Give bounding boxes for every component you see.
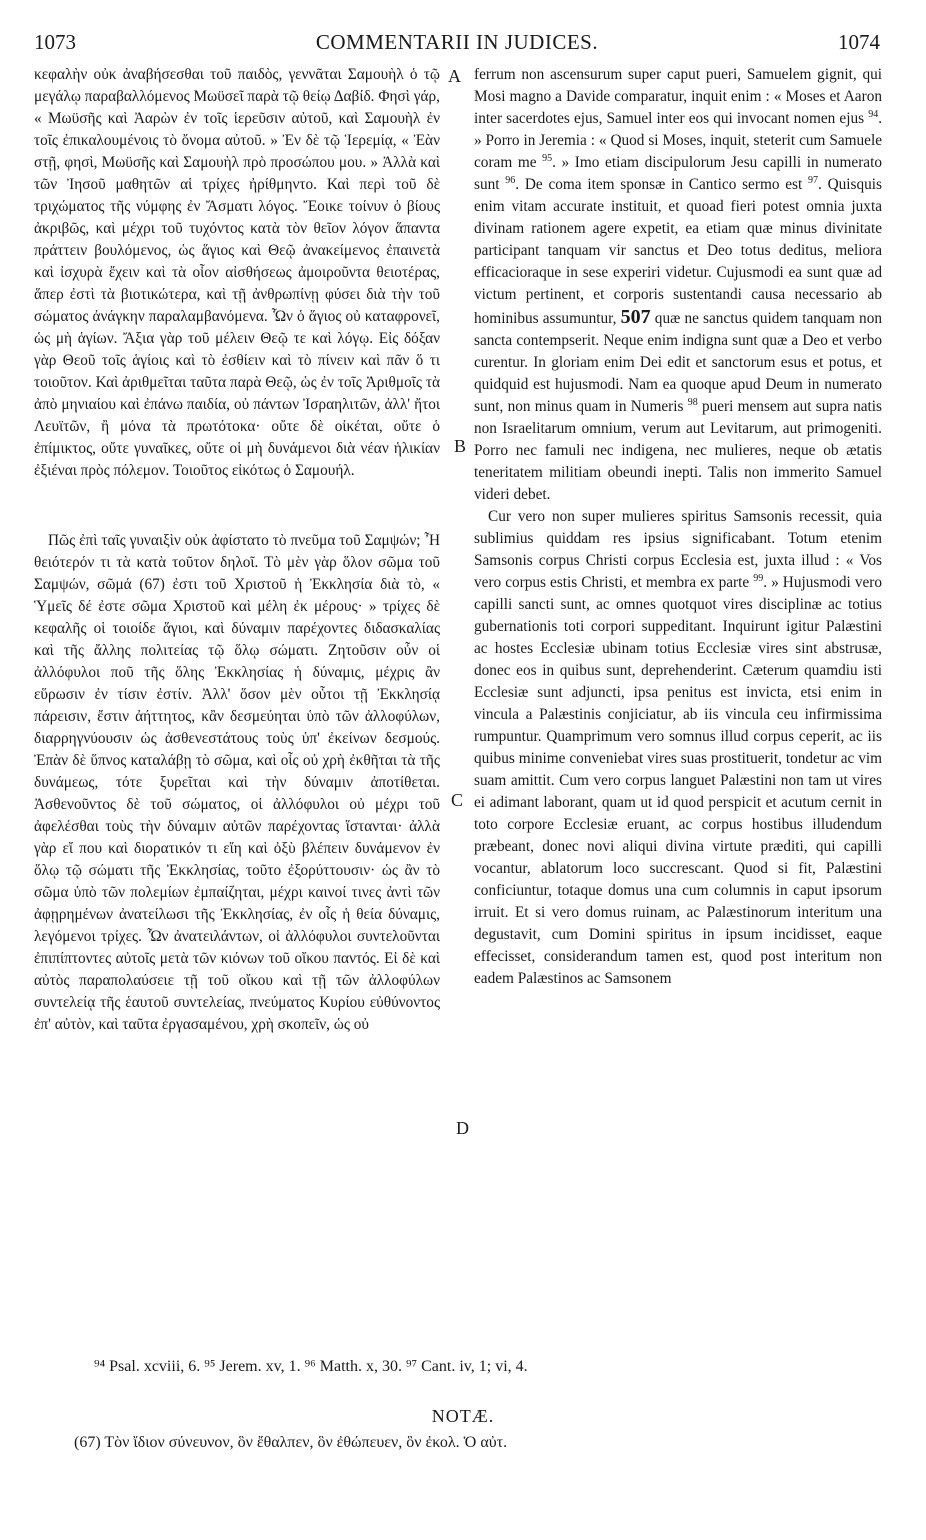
latin-text: . » Imo etiam discipulorum Jesu capilli in numerato sunt [474,154,882,193]
latin-text: . De coma item sponsæ in Cantico sermo est [515,176,803,193]
footnote-ref-98: 98 [687,396,698,408]
footnotes: ⁹⁴ Psal. xcviii, 6. ⁹⁵ Jerem. xv, 1. ⁹⁶ Matth. x, 30. ⁹⁷ Cant. iv, 1; vi, 4. [94,1358,528,1375]
paragraph-spacer [34,482,440,530]
page-header [34,30,880,56]
left-page-number: 1073 [34,30,76,54]
footnote-ref-96: 96 [505,174,516,186]
latin-text: . Quisquis enim vitam accurate instituit, et quoad fieri potest omnia juxta divinam rationem agere expetit, ea etiam quæ minus divinitate participant tanquam vir sanctus et Deo totus deditus, meliora efficacioraque in sese experiri videtur. Cujusmodi ea sunt quæ ad victum pertinent, et corporis sustentandi causa necessario ab hominibus assumuntur, [474,176,882,327]
latin-text: . » Hujusmodi vero capilli sancti sunt, ac omnes quotquot vires disciplinæ ac totius gubernationis toti corpori suppeditant. Inquirunt igitur Palæstini ac hostes Ecclesiæ ubinam totius Ecclesiæ vires sint abstrusæ, donec eos in quibus sunt, deprehenderint. Cæterum quamdiu isti Ecclesiæ sunt adjuncti, ipsa penitus est invicta, etsi enim in vincula a Palæstinis conjiciatur, ab iis vincula ceu infirmissima rumpuntur. Quamprimum vero somnus illud corpus ceperit, ac iis quibus minime conveniebat vires suas prostituerit, tondetur ac vim suam amittit. Cum vero corpus languet Palæstini non tam ut vires ei adimant laborant, quam ut id quod perspicit et acutum cernit in toto corpore Ecclesiæ eruant, ac corpus hostibus illudendum præbeant, donec novi aliqui divina virtute præditi, qui capilli vocantur, ablatorum loco succrescant. Quod si fit, Palæstini conficiuntur, totaque domus una cum columnis in caput ipsorum irruit. Et si vero domus ruinam, ac Palæstinorum interitum una degustavit, cum Domini spiritus in ipsum incidisset, eaque effecisset, considerandum tamen est, quod post interitum non eadem Palæstinos ac Samsonem [474,574,882,987]
latin-paragraph-1 [474,64,882,506]
section-marker-a: A [448,66,461,86]
latin-column [474,64,882,990]
latin-text: ferrum non ascensurum super caput pueri, Samuelem gignit, qui Mosi magno a Davide comparatur, inquit enim : « Moses et Aaron inter sacerdotes ejus, Samuel inter eos qui invocant nomen ejus [474,66,882,127]
right-page-number: 1074 [838,30,880,54]
greek-paragraph-1: κεφαλὴν οὐκ ἀναβήσεσθαι τοῦ παιδὸς, γεννᾶται Σαμουὴλ ὁ τῷ μεγάλῳ παραβαλλόμενος Μωϋσεῖ παρὰ τῷ θείῳ Δαβίδ. Φησὶ γάρ, « Μωϋσῆς καὶ Ἀαρὼν ἐν τοῖς ἱερεῦσιν αὐτοῦ, καὶ Σαμουὴλ ἐν τοῖς ἐπικαλουμένοις τὸ ὄνομα αὐτοῦ. » Ἐν δὲ τῷ Ἱερεμίᾳ, « Ἐὰν στῇ, φησὶ, Μωϋσῆς καὶ Σαμουὴλ πρὸ προσώπου μου. » Ἀλλὰ καὶ τῶν Ἰησοῦ μαθητῶν αἱ τρίχες ἠρίθμηντο. Καὶ περὶ τοῦ δὲ τριχώματος τῆς νύμφης ἐν Ἄσματι λόγος. Ἔοικε τοίνυν ὁ βίους ἀκριβῶς, καὶ μέχρι τοῦ τυχόντος κατὰ τὸν θεῖον λόγον ἅπαντα πράττειν βουλόμενος, ὡς ἅγιος καὶ Θεῷ ἀνακείμενος ἐπαινετὰ καὶ ἰσχυρὰ ἔχειν καὶ τὰ οἷον αἰσθήσεως ἀμοιροῦντα θειοτέρας, ἅπερ ἐστὶ τὰ βιοτικώτερα, καὶ τῇ ἀνθρωπίνῃ φύσει διὰ τὴν τοῦ σώματος ἀνάγκην παραλαμβανόμενα. Ὧν ὁ ἅγιος οὐ καταφρονεῖ, ὡς μὴ ἁγίων. Ἄξια γὰρ τοῦ μέλειν Θεῷ τε καὶ λόγῳ. Εἰς δόξαν γὰρ Θεοῦ τοῖς ἁγίοις καὶ τὸ ἐσθίειν καὶ τὸ πίνειν καὶ πᾶν ὅ τι τοιοῦτον. Καὶ ἀριθμεῖται ταῦτα παρὰ Θεῷ, ὡς ἐν τοῖς Ἀριθμοῖς τὰ ἀπὸ μηνιαίου καὶ ἐπάνω παιδία, οὐ πάντων Ἰσραηλιτῶν, ἀλλ' ἤτοι Λευϊτῶν, ἢ μόνα τὰ πρωτότοκα· οὔτε δὲ οἰκέται, οὔτε ὁ ἐπίμικτος, οὔτε γυναῖκες, οὔτε οἱ μὴ δυνάμενοι διὰ νέαν ἡλικίαν ἐξιέναι πρὸς πόλεμον. Τοιοῦτος εἰκότως ὁ Σαμουήλ. [34,66,440,479]
section-marker-b: B [454,436,467,456]
notae-text: (67) Τὸν ἴδιον σύνευνον, ὃν ἔθαλπεν, ὃν ἐθώπευεν, ὃν ἐκολ. Ὁ αὐτ. [74,1434,508,1451]
latin-text: . » Porro in Jeremia : « Quod si Moses, inquit, steterit cum Samuele coram me [474,110,883,171]
latin-text: pueri mensem aut supra natis non Israelitarum omnium, verum aut Levitarum, aut primogeniti. Porro nec famuli nec indigena, nec mulieres, neque ob ætatis teneritatem militiam obeundi inepti. Talis non immerito Samuel videri debet. [474,398,883,503]
footnote-ref-99: 99 [753,572,764,584]
section-marker-d: D [456,1118,469,1138]
latin-paragraph-2 [474,506,882,990]
latin-text: quæ ne sanctus quidem tanquam non sancta contempserit. Neque enim indigna sunt quæ a Deo et verbo curentur. In gloriam enim Dei edit et sanctorum esus et potus, et quidquid est hujusmodi. Nam ea quoque apud Deum in numerato sunt, non minus quam in Numeris [474,310,882,415]
footnote-ref-94: 94 [868,108,879,120]
footnote-ref-97: 97 [808,174,819,186]
greek-paragraph-2 [34,530,440,1036]
notae-heading: NOTÆ. [431,1406,495,1426]
section-marker-c: C [451,790,464,810]
note-reference-67: (67) [139,576,165,593]
latin-text: Cur vero non super mulieres spiritus Samsonis recessit, quia sublimius quiddam res ipsius significabant. Totum etenim Samsonis corpus Christi corpus Ecclesia est, juxta illud : « Vos vero corpus estis Christi, et membra ex parte [474,508,882,591]
greek-paragraph-2-start: Πῶς ἐπὶ ταῖς γυναιξὶν οὐκ ἀφίστατο τὸ πνεῦμα τοῦ Σαμψών; Ἦ θειότερόν τι τὰ κατὰ τοῦτον δηλοῖ. Τὸ μὲν γὰρ ὅλον σῶμα τοῦ Σαμψών, σῶμά [34,532,440,593]
greek-paragraph-2-rest: ἐστι τοῦ Χριστοῦ ἡ Ἐκκλησία διὰ τὸ, « Ὑμεῖς δέ ἐστε σῶμα Χριστοῦ καὶ μέλη ἐκ μέρους· » τρίχες δὲ κεφαλῆς οἱ τοιοίδε ἅγιοι, καὶ δύναμιν παρέχοντες διδασκαλίας καὶ τῆς ἄλλης πολιτείας τῷ ὅλῳ σώματι. Ζητοῦσιν οὖν οἱ ἀλλόφυλοι ποῦ τῆς ὅλης Ἐκκλησίας ἡ δύναμις, μέχρις ἂν εὕρωσιν ἐν τίσιν ἐστίν. Ἀλλ' ὅσον μὲν οὗτοι τῇ Ἐκκλησίᾳ πάρεισιν, ἔστιν ἀήττητος, κἂν δεσμεύηται ὑπὸ τῶν ἀλλοφύλων, διαρρηγνύουσιν ὡς ἀσθενεστάτους τοὺς ὑπ' ἐκείνων δεσμούς. Ἐπὰν δὲ ὕπνος καταλάβῃ τὸ σῶμα, καὶ οἷς οὐ χρὴ ἐκθῆται τὰ τῆς δυνάμεως, τότε ξυρεῖται καὶ τὴν δύναμιν ἀποτίθεται. Ἀσθενοῦντος δὲ τοῦ σώματος, οἱ ἀλλόφυλοι οὐ μέχρι τοῦ ἀφελέσθαι τοὺς τὴν δύναμιν αὐτῶν παρέχοντας ἵστανται· ἀλλὰ γὰρ εἴ που καὶ διορατικόν τι εἴη καὶ ὀξὺ βλέπειν δυνάμενον ἐν ὅλῳ τῷ σώματι τῆς Ἐκκλησίας, τοῦτο ἐξορύττουσιν· ὡς ἂν τὸ σῶμα ὑπὸ τῶν πολεμίων ἐμπαίζηται, μέχρι καινοί τινες ἀντὶ τῶν ἀφῃρημένων ἀνατείλωσι τῆς Ἐκκλησίας, ἐν οἷς ἡ θεία δύναμις, λεγόμενοι τρίχες. Ὧν ἀνατειλάντων, οἱ ἀλλόφυλοι συντελοῦνται ἐπιπίπτοντες αὐτοῖς μετὰ τῶν κιόνων τοῦ οἴκου παντός. Εἰ δὲ καὶ αὐτὸς παραπολαύσειε τῇ τοῦ οἴκου καὶ τῇ τῶν ἀλλοφύλων συντελείᾳ τῆς ἑαυτοῦ συντελείας, πνεύματος Κυρίου εὐθύνοντος ἐπ' αὐτὸν, καὶ ταῦτα ἐργασαμένου, χρὴ σκοπεῖν, ὡς οὐ [34,576,441,1033]
running-title: COMMENTARII IN JUDICES. [315,30,599,54]
greek-column [34,64,440,1036]
column-number: 507 [620,306,651,328]
footnote-ref-95: 95 [542,152,553,164]
